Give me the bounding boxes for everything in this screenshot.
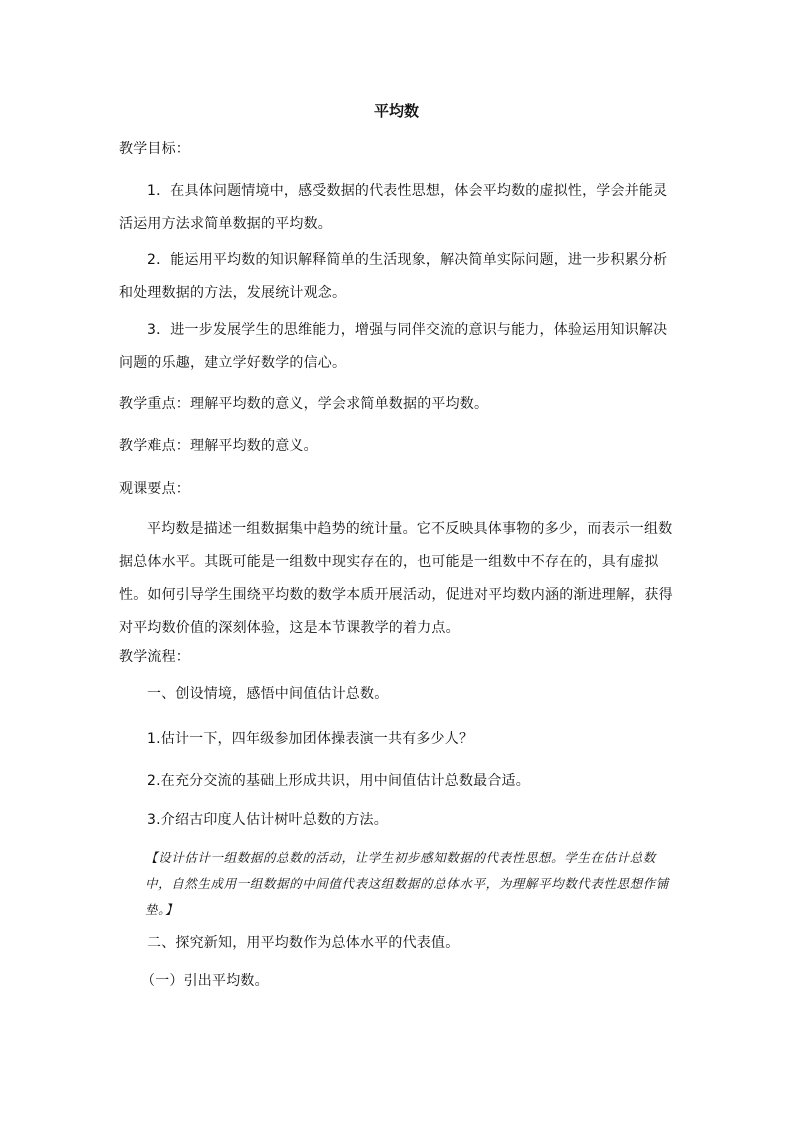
goal-item-2: 2．能运用平均数的知识解释简单的生活现象，解决简单实际问题，进一步积累分析和处理数据的方法，发展统计观念。 bbox=[119, 252, 668, 301]
step-1: 1.估计一下，四年级参加团体操表演一共有多少人？ bbox=[147, 731, 474, 747]
key-point: 教学重点：理解平均数的意义，学会求简单数据的平均数。 bbox=[119, 396, 489, 412]
observation-paragraph: 平均数是描述一组数据集中趋势的统计量。它不反映具体事物的多少，而表示一组数据总体水平。其既可能是一组数中现实存在的，也可能是一组数中不存在的，具有虚拟性。如何引导学生围绕平均数的数学本质开展活动，促进对平均数内涵的渐进理解，获得对平均数价值的深刻体验，这是本节课教学的着力点。 bbox=[119, 521, 673, 636]
goals-heading: 教学目标： bbox=[119, 141, 190, 157]
observation-heading: 观课要点： bbox=[119, 481, 190, 497]
subsection-1-heading: （一）引出平均数。 bbox=[141, 973, 269, 989]
difficult-point: 教学难点：理解平均数的意义。 bbox=[119, 438, 318, 454]
process-heading: 教学流程： bbox=[119, 649, 190, 665]
goal-item-3: 3．进一步发展学生的思维能力，增强与同伴交流的意识与能力，体验运用知识解决问题的乐趣，建立学好数学的信心。 bbox=[119, 322, 668, 371]
design-note: 【设计估计一组数据的总数的活动，让学生初步感知数据的代表性思想。学生在估计总数中，自然生成用一组数据的中间值代表这组数据的总体水平，为理解平均数代表性思想作铺垫。】 bbox=[145, 850, 670, 917]
section-2-heading: 二、探究新知，用平均数作为总体水平的代表值。 bbox=[147, 935, 460, 951]
document-title: 平均数 bbox=[373, 102, 419, 120]
goal-item-1: 1．在具体问题情境中，感受数据的代表性思想，体会平均数的虚拟性，学会并能灵活运用方法求简单数据的平均数。 bbox=[119, 183, 668, 232]
step-2: 2.在充分交流的基础上形成共识，用中间值估计总数最合适。 bbox=[147, 773, 530, 789]
step-3: 3.介绍古印度人估计树叶总数的方法。 bbox=[147, 812, 388, 828]
section-1-heading: 一、创设情境，感悟中间值估计总数。 bbox=[147, 686, 389, 702]
